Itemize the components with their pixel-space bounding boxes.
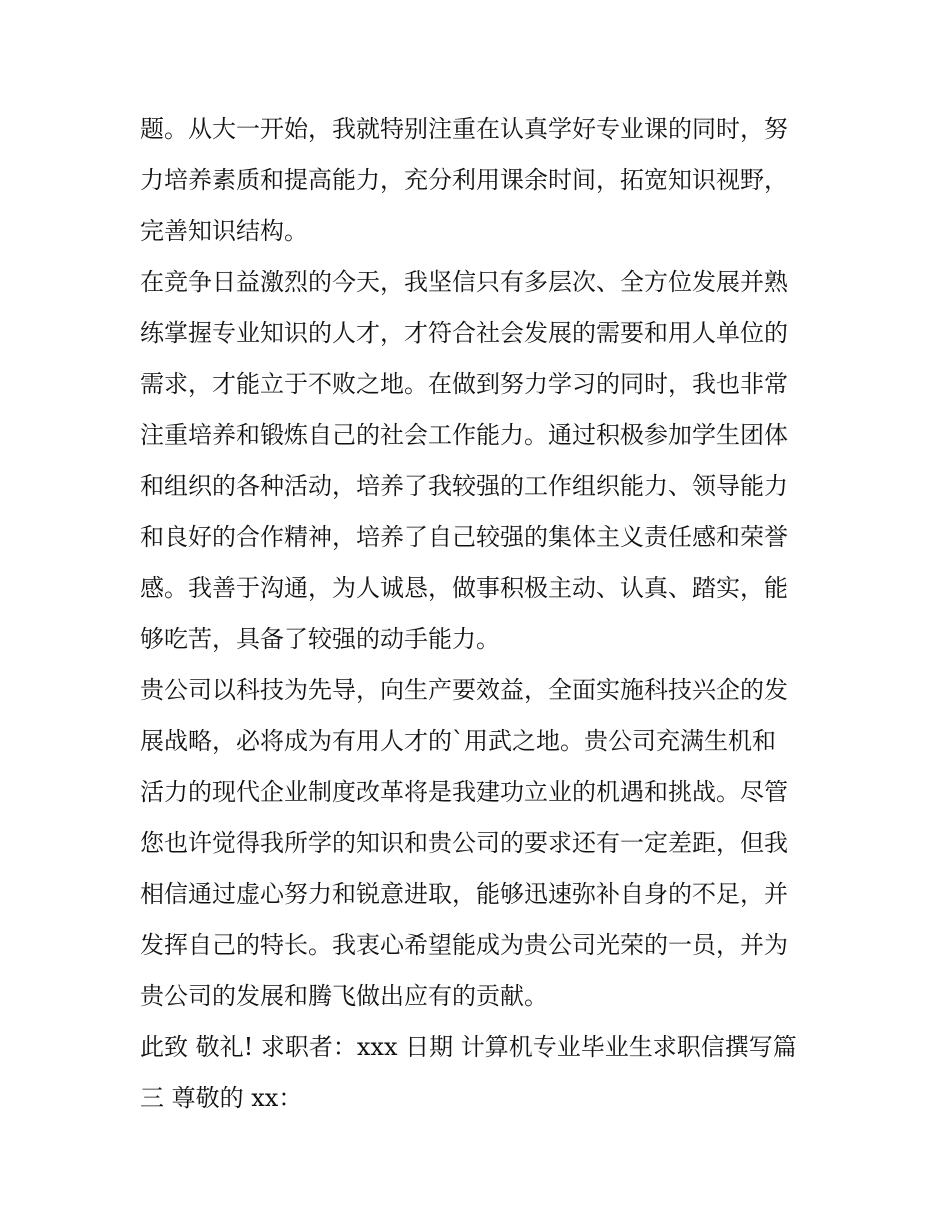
text-line: 贵公司的发展和腾飞做出应有的贡献。 <box>140 982 548 1010</box>
text-line: 需求，才能立于不败之地。在做到努力学习的同时，我也非常 <box>140 370 788 398</box>
text-line: 活力的现代企业制度改革将是我建功立业的机遇和挑战。尽管 <box>140 778 788 806</box>
text-line: 贵公司以科技为先导，向生产要效益，全面实施科技兴企的发 <box>140 676 788 704</box>
text-line: 展战略，必将成为有用人才的`用武之地。贵公司充满生机和 <box>140 727 776 755</box>
text-line: 三 尊敬的 xx： <box>140 1084 303 1112</box>
text-line: 相信通过虚心努力和锐意进取，能够迅速弥补自身的不足，并 <box>140 880 788 908</box>
text-line: 力培养素质和提高能力，充分利用课余时间，拓宽知识视野， <box>140 166 788 194</box>
text-line: 此致 敬礼! 求职者：xxx 日期 计算机专业毕业生求职信撰写篇 <box>140 1033 797 1061</box>
text-line: 注重培养和锻炼自己的社会工作能力。通过积极参加学生团体 <box>140 421 788 449</box>
text-line: 完善知识结构。 <box>140 217 308 245</box>
text-line: 和良好的合作精神，培养了自己较强的集体主义责任感和荣誉 <box>140 523 788 551</box>
text-line: 您也许觉得我所学的知识和贵公司的要求还有一定差距，但我 <box>140 829 788 857</box>
text-line: 在竞争日益激烈的今天，我坚信只有多层次、全方位发展并熟 <box>140 268 788 296</box>
text-line: 和组织的各种活动，培养了我较强的工作组织能力、领导能力 <box>140 472 788 500</box>
text-line: 感。我善于沟通，为人诚恳，做事积极主动、认真、踏实，能 <box>140 574 788 602</box>
text-line: 练掌握专业知识的人才，才符合社会发展的需要和用人单位的 <box>140 319 788 347</box>
text-line: 题。从大一开始，我就特别注重在认真学好专业课的同时，努 <box>140 115 788 143</box>
document-body <box>140 104 820 1124</box>
text-line: 发挥自己的特长。我衷心希望能成为贵公司光荣的一员，并为 <box>140 931 788 959</box>
text-line: 够吃苦，具备了较强的动手能力。 <box>140 625 500 653</box>
